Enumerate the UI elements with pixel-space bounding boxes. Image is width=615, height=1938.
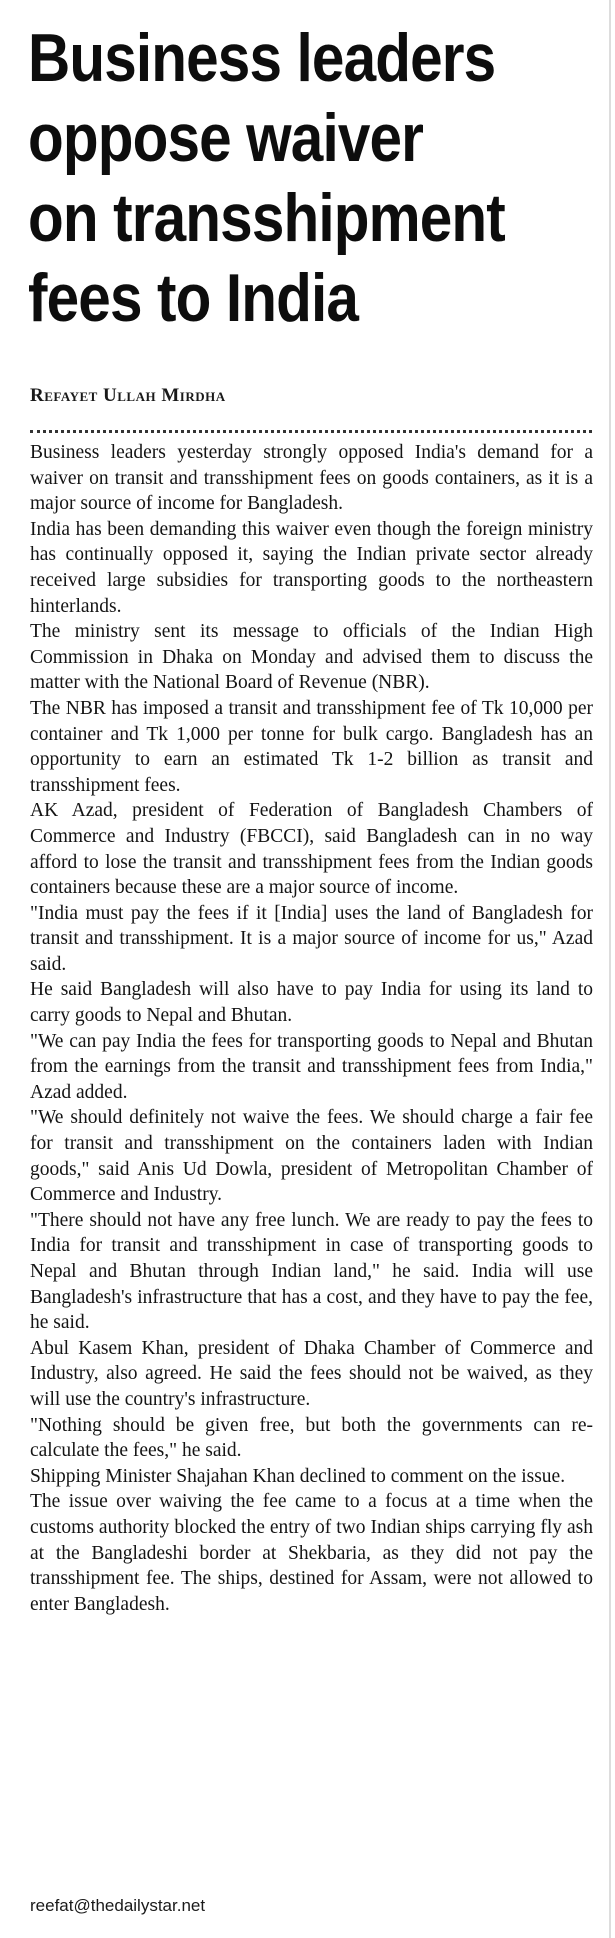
author-email: reefat@thedailystar.net [30,1896,206,1915]
article-body [30,440,593,1617]
headline-line-1: Business leaders [28,20,496,96]
paragraph: AK Azad, president of Federation of Bangladesh Chambers of Commerce and Industry (FBCCI), said Bangladesh can in no way afford to lose the transit and transshipment fees from the Indian goods containers because these are a major source of income. [30,800,593,899]
dotted-divider [30,430,592,433]
paragraph: India has been demanding this waiver even though the foreign ministry has continually opposed it, saying the Indian private sector already received large subsidies for transporting goods to the northeastern hinterlands. [30,518,593,617]
headline [28,18,510,338]
paragraph: The issue over waiving the fee came to a focus at a time when the customs authority blocked the entry of two Indian ships carrying fly ash at the Bangladeshi border at Shekbaria, as they did not pay the transshipment fee. The ships, destined for Assam, were not allowed to enter Bangladesh. [30,1491,593,1615]
paragraph: The NBR has imposed a transit and transshipment fee of Tk 10,000 per container and Tk 1,000 per tonne for bulk cargo. Bangladesh has an opportunity to earn an estimated Tk 1-2 billion as transit and transshipment fees. [30,697,593,796]
byline: Refayet Ullah Mirdha [30,385,226,406]
headline-line-3: on transshipment [28,180,505,256]
column-edge-divider [609,0,611,1938]
headline-line-4: fees to India [28,260,359,336]
paragraph: Abul Kasem Khan, president of Dhaka Chamber of Commerce and Industry, also agreed. He said the fees should not be waived, as they will use the country's infrastructure. [30,1337,593,1410]
paragraph: The ministry sent its message to officials of the Indian High Commission in Dhaka on Monday and advised them to discuss the matter with the National Board of Revenue (NBR). [30,621,593,694]
paragraph: He said Bangladesh will also have to pay India for using its land to carry goods to Nepal and Bhutan. [30,979,593,1027]
paragraph: "India must pay the fees if it [India] uses the land of Bangladesh for transit and transshipment. It is a major source of income for us," Azad said. [30,902,593,975]
paragraph: Shipping Minister Shajahan Khan declined to comment on the issue. [30,1465,566,1487]
paragraph: "There should not have any free lunch. We are ready to pay the fees to India for transit and transshipment in case of transporting goods to Nepal and Bhutan through Indian land," he said. India will use Bangladesh's infrastructure that has a cost, and they have to pay the fee, he said. [30,1209,593,1334]
paragraph: "We should definitely not waive the fees. We should charge a fair fee for transit and transshipment on the containers laden with Indian goods," said Anis Ud Dowla, president of Metropolitan Chamber of Commerce and Industry. [30,1107,593,1206]
paragraph: "Nothing should be given free, but both the governments can re-calculate the fees," he said. [30,1414,593,1462]
paragraph: "We can pay India the fees for transporting goods to Nepal and Bhutan from the earnings from the transit and transshipment fees from India," Azad added. [30,1030,593,1103]
paragraph: Business leaders yesterday strongly opposed India's demand for a waiver on transit and transshipment fees on goods containers, as it is a major source of income for Bangladesh. [30,442,593,515]
headline-line-2: oppose waiver [28,100,424,176]
